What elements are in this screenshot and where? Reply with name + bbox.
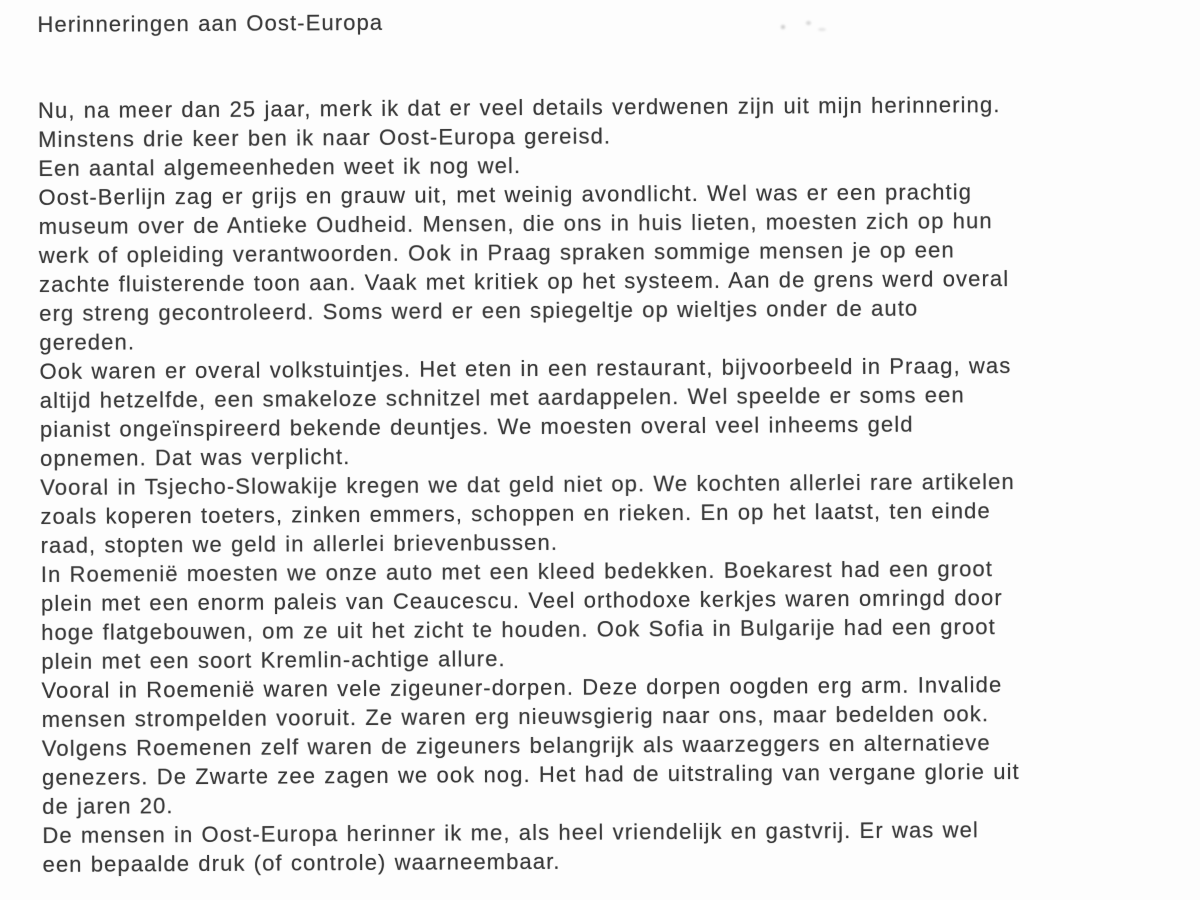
text-line: plein met een enorm paleis van Ceaucescu. Veel orthodoxe kerkjes waren omringd door [40, 585, 1003, 616]
document-scan-area [37, 3, 1182, 879]
text-line: zachte fluisterende toon aan. Vaak met kritiek op het systeem. Aan de grens werd overal [38, 266, 1010, 298]
document-body [38, 89, 1183, 879]
scan-noise-speck [806, 21, 811, 25]
text-line: erg streng gecontroleerd. Soms werd er een spiegeltje op wieltjes onder de auto [39, 295, 919, 327]
text-line: zoals koperen toeters, zinken emmers, schoppen en rieken. En op het laatst, ten einde [40, 498, 991, 529]
text-line: genezers. De Zwarte zee zagen we ook nog. Het had de uitstraling van vergane glorie uit [41, 759, 1020, 790]
text-line: Volgens Roemenen zelf waren de zigeuners belangrijk als waarzeggers en alternatieve [41, 730, 991, 761]
text-line: de jaren 20. [42, 793, 174, 819]
text-line: Minstens drie keer ben ik naar Oost-Europa gereisd. [38, 123, 612, 153]
text-line: een bepaalde druk (of controle) waarneembaar. [42, 848, 561, 877]
scan-noise-speck [781, 25, 785, 29]
text-line: hoge flatgebouwen, om ze uit het zicht te houden. Ook Sofia in Bulgarije had een groot [41, 614, 996, 645]
document-title: Herinneringen aan Oost-Europa [37, 9, 384, 38]
text-line: In Roemenië moesten we onze auto met een kleed bedekken. Boekarest had een groot [40, 556, 994, 587]
text-line: Oost-Berlijn zag er grijs en grauw uit, met weinig avondlicht. Wel was er een prachtig [38, 179, 973, 211]
text-line: Nu, na meer dan 25 jaar, merk ik dat er veel details verdwenen zijn uit mijn herinnering. [37, 92, 1001, 124]
text-line: werk of opleiding verantwoorden. Ook in Praag spraken sommige mensen je op een [38, 237, 955, 269]
text-line: Vooral in Roemenië waren vele zigeuner-dorpen. Deze dorpen oogden erg arm. Invalide [41, 672, 1003, 703]
text-line: gereden. [39, 329, 136, 356]
scan-noise-speck [818, 28, 826, 31]
text-line: plein met een soort Kremlin-achtige allure. [41, 646, 506, 674]
text-line: opnemen. Dat was verplicht. [40, 444, 351, 471]
text-line: Een aantal algemeenheden weet ik nog wel. [38, 153, 522, 182]
text-line: Ook waren er overal volkstuintjes. Het eten in een restaurant, bijvoorbeeld in Praag, was [39, 353, 1012, 385]
text-line: pianist ongeïnspireerd bekende deuntjes. We moesten overal veel inheems geld [39, 411, 914, 443]
text-line: museum over de Antieke Oudheid. Mensen, die ons in huis lieten, moesten zich op hun [38, 208, 993, 240]
text-line: altijd hetzelfde, een smakeloze schnitzel met aardappelen. Wel speelde er soms een [39, 382, 965, 414]
text-line: raad, stopten we geld in allerlei brievenbussen. [40, 529, 559, 558]
text-line: Vooral in Tsjecho-Slowakije kregen we dat geld niet op. We kochten allerlei rare artikelen [40, 469, 1015, 500]
text-line: mensen strompelden vooruit. Ze waren erg nieuwsgierig naar ons, maar bedelden ook. [41, 701, 990, 732]
text-line: De mensen in Oost-Europa herinner ik me, als heel vriendelijk en gastvrij. Er was wel [42, 817, 979, 848]
